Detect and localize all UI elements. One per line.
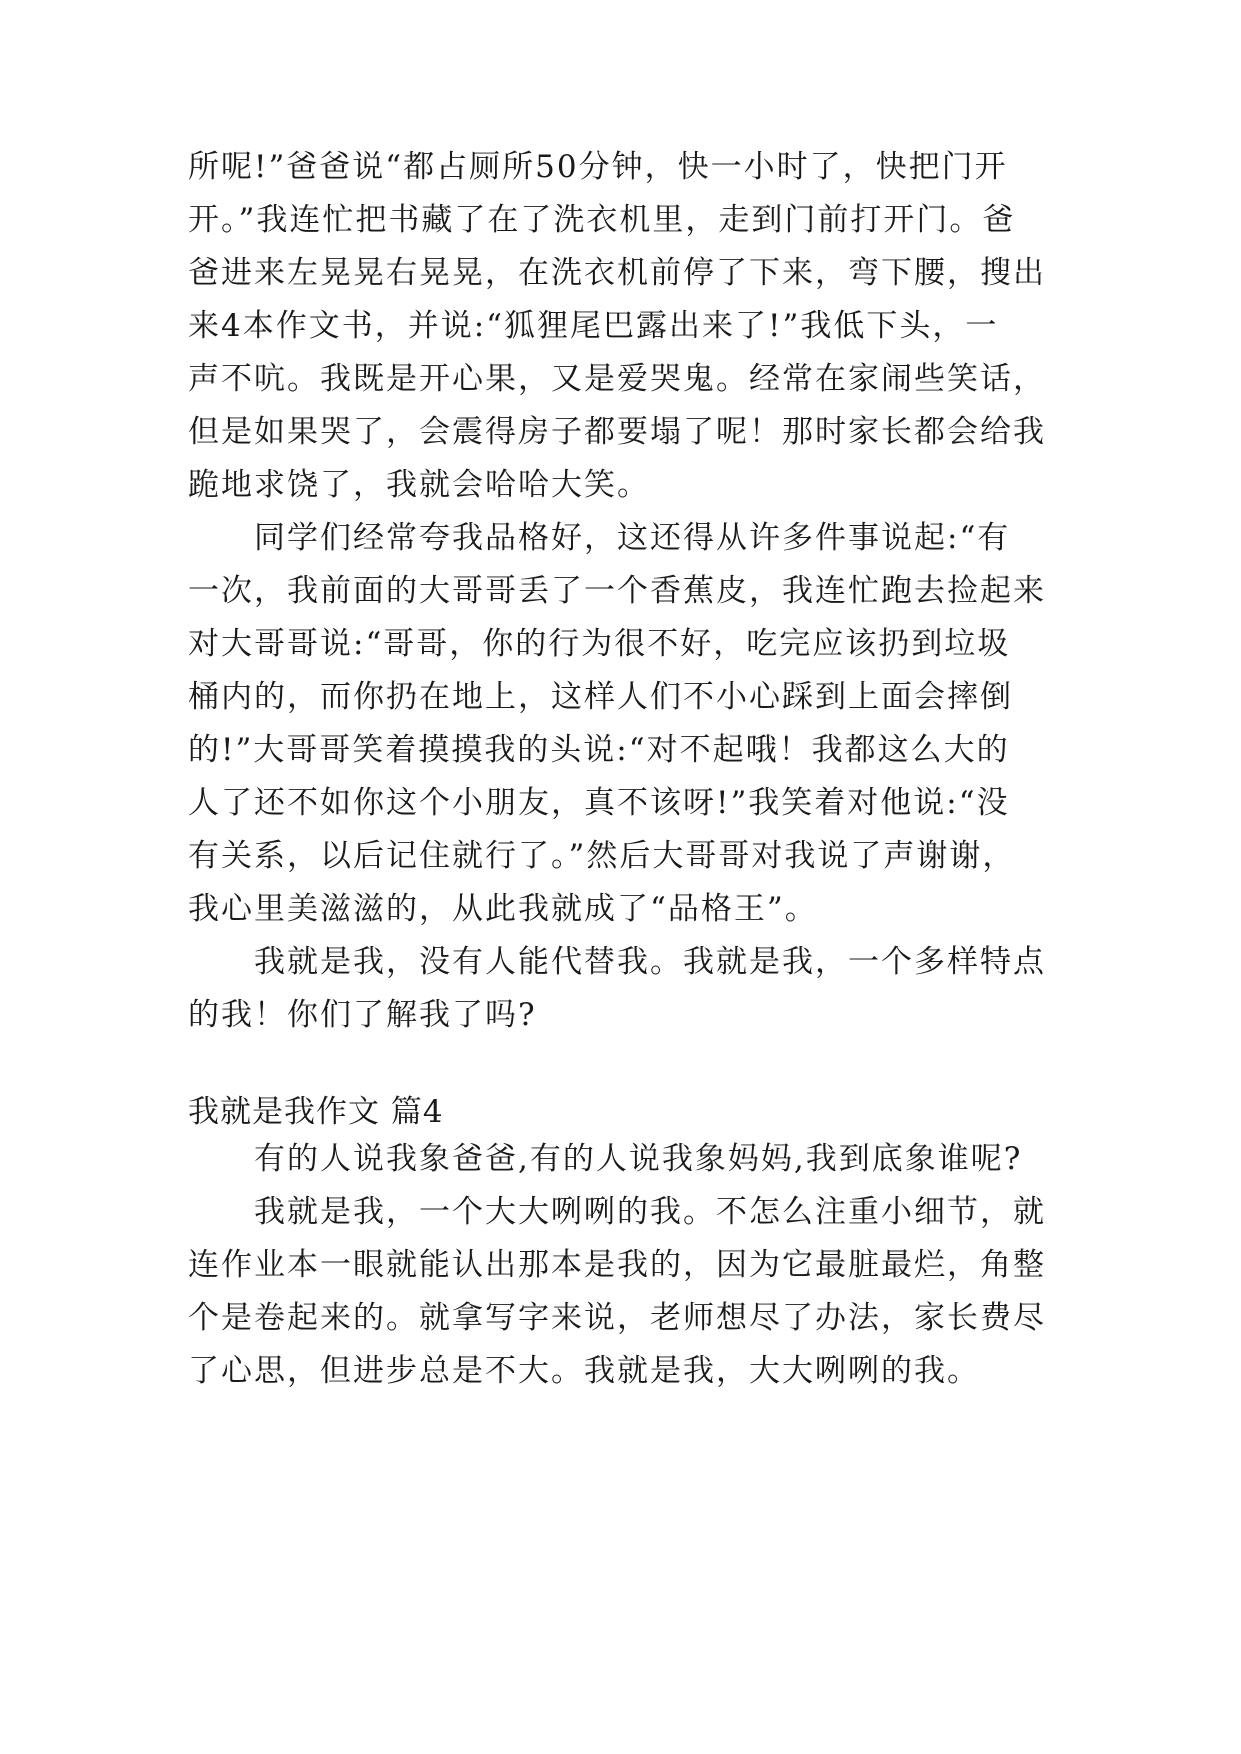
text-line: 同学们经常夸我品格好，这还得从许多件事说起:“有: [254, 520, 1011, 556]
text-line: 有关系，以后记住就行了。”然后大哥哥对我说了声谢谢，: [188, 838, 1016, 874]
text-line: 人了还不如你这个小朋友，真不该呀!”我笑着对他说:“没: [188, 785, 1010, 821]
section-heading: 我就是我作文 篇4: [188, 1094, 444, 1130]
text-line: 一次，我前面的大哥哥丢了一个香蕉皮，我连忙跑去捡起来: [188, 573, 1046, 609]
text-line: 声不吭。我既是开心果，又是爱哭鬼。经常在家闹些笑话，: [188, 361, 1046, 397]
text-line: 来4本作文书，并说:“狐狸尾巴露出来了!”我低下头，一: [188, 308, 999, 344]
text-line: 的!”大哥哥笑着摸摸我的头说:“对不起哦！我都这么大的: [188, 732, 1010, 768]
text-line: 爸进来左晃晃右晃晃，在洗衣机前停了下来，弯下腰，搜出: [188, 255, 1046, 291]
text-line: 我就是我，一个大大咧咧的我。不怎么注重小细节，就: [254, 1194, 1046, 1230]
text-line: 我就是我，没有人能代替我。我就是我，一个多样特点: [254, 944, 1046, 980]
text-line: 桶内的，而你扔在地上，这样人们不小心踩到上面会摔倒: [188, 679, 1013, 715]
text-line: 对大哥哥说:“哥哥，你的行为很不好，吃完应该扔到垃圾: [188, 626, 1011, 662]
text-line: 个是卷起来的。就拿写字来说，老师想尽了办法，家长费尽: [188, 1300, 1046, 1336]
text-line: 我心里美滋滋的，从此我就成了“品格王”。: [188, 891, 818, 927]
text-line: 的我！你们了解我了吗?: [188, 997, 537, 1033]
text-line: 所呢!”爸爸说“都占厕所50分钟，快一小时了，快把门开: [188, 149, 1008, 185]
text-line: 开。”我连忙把书藏了在了洗衣机里，走到门前打开门。爸: [188, 202, 1016, 238]
text-line: 连作业本一眼就能认出那本是我的，因为它最脏最烂，角整: [188, 1247, 1046, 1283]
text-line: 有的人说我象爸爸,有的人说我象妈妈,我到底象谁呢?: [254, 1141, 1023, 1177]
text-line: 跪地求饶了，我就会哈哈大笑。: [188, 467, 650, 503]
text-line: 但是如果哭了，会震得房子都要塌了呢！那时家长都会给我: [188, 414, 1046, 450]
text-line: 了心思，但进步总是不大。我就是我，大大咧咧的我。: [188, 1353, 980, 1389]
